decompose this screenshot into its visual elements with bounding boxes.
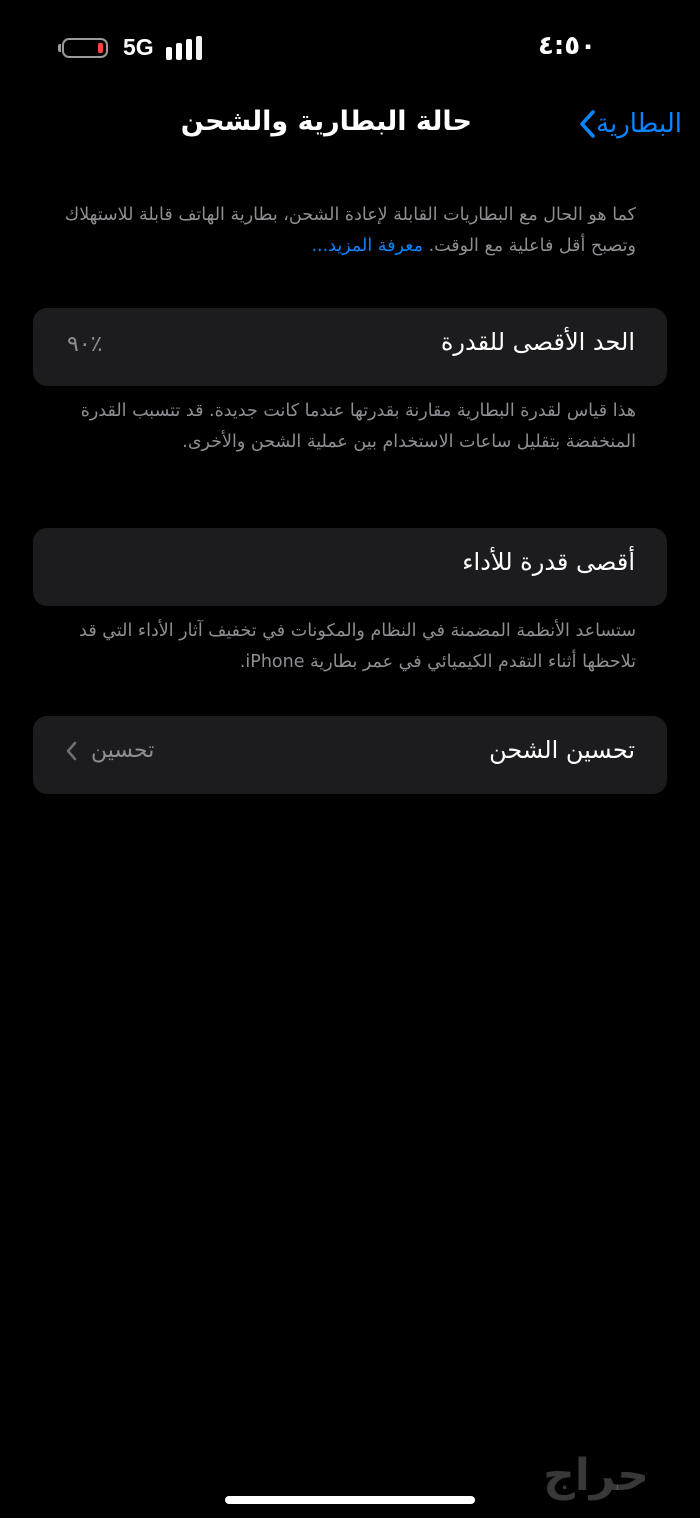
intro-text: كما هو الحال مع البطاريات القابلة لإعادة الشحن، بطارية الهاتف قابلة للاستهلاك وتصبح أقل فاعلية مع الوقت.	[64, 205, 636, 256]
home-indicator[interactable]	[225, 1496, 475, 1504]
max-capacity-label: الحد الأقصى للقدرة	[440, 328, 635, 356]
chevron-left-icon	[578, 109, 596, 139]
charging-optimization-value-group	[65, 738, 154, 763]
status-time: ٤:٥٠	[537, 31, 596, 61]
charging-optimization-value: تحسين	[91, 738, 155, 763]
battery-level	[98, 43, 103, 53]
battery-nub	[58, 44, 61, 52]
charging-optimization-row[interactable]	[33, 716, 667, 794]
max-capacity-footnote: هذا قياس لقدرة البطارية مقارنة بقدرتها عندما كانت جديدة. قد تتسبب القدرة المنخفضة بتقليل ساعات الاستخدام بين عملية الشحن والأخرى.	[80, 401, 636, 452]
page-title: حالة البطارية والشحن	[180, 106, 472, 137]
back-button-label: البطارية	[596, 109, 682, 139]
peak-performance-row	[33, 528, 667, 606]
peak-performance-footnote: ستساعد الأنظمة المضمنة في النظام والمكونات في تخفيف آثار الأداء التي قد تلاحظها أثناء التقدم الكيميائي في عمر بطارية iPhone.	[79, 621, 636, 672]
max-capacity-row	[33, 308, 667, 386]
chevron-left-icon	[65, 740, 77, 762]
battery-icon	[62, 38, 108, 58]
back-button[interactable]	[570, 102, 682, 146]
watermark-logo: حراج	[543, 1450, 649, 1501]
peak-performance-label: أقصى قدرة للأداء	[462, 548, 635, 576]
cellular-signal-icon	[166, 36, 206, 60]
network-type: 5G	[123, 34, 154, 60]
max-capacity-value: ٪٩٠	[67, 332, 103, 357]
intro-description	[56, 200, 636, 262]
learn-more-link[interactable]: معرفة المزيد...	[311, 236, 423, 256]
status-bar	[0, 26, 700, 70]
charging-optimization-label: تحسين الشحن	[489, 736, 635, 764]
navigation-bar	[0, 100, 700, 150]
